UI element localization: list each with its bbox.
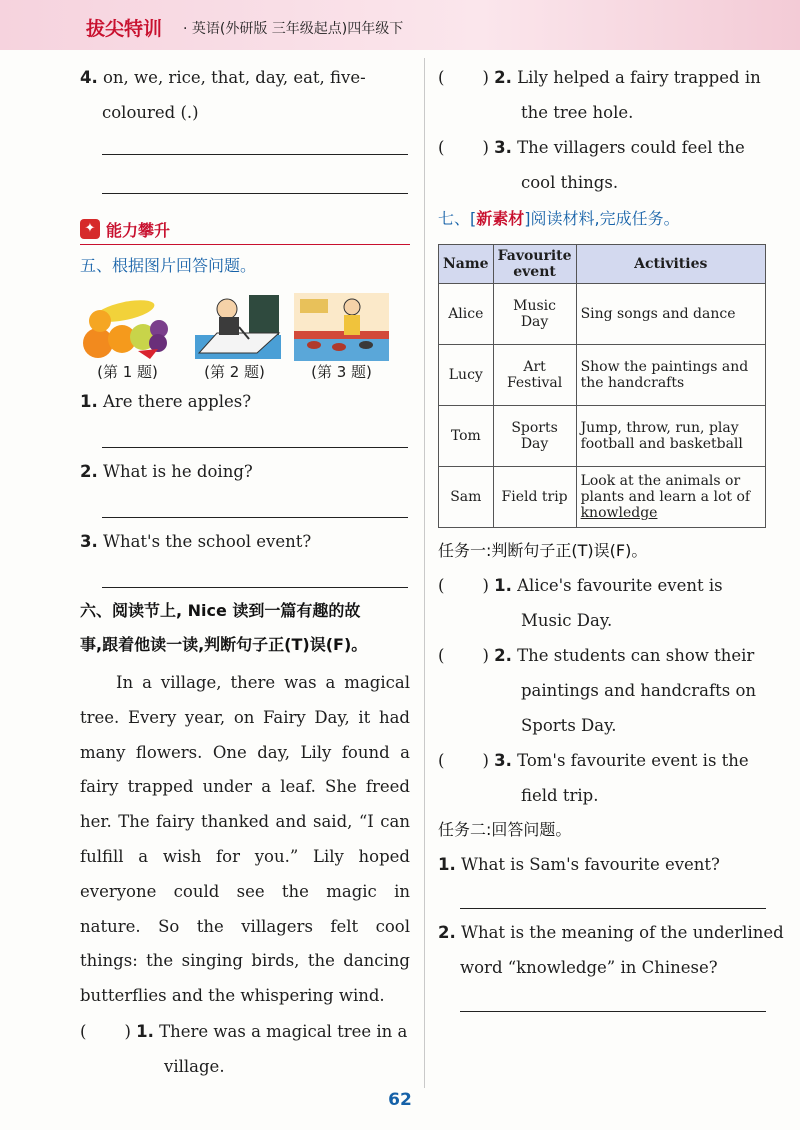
s5-q3-text: What's the school event? [103, 532, 312, 551]
cell-name: Alice [439, 284, 494, 345]
s5-q2-text: What is he doing? [103, 462, 253, 481]
right-column [438, 60, 784, 1012]
s6-item-1-number: 1. [136, 1021, 154, 1041]
boy-painting-picture [187, 293, 282, 361]
task1-item-2-cont: paintings and handcrafts on [521, 681, 757, 700]
brand-title: 拔尖特训 [86, 18, 163, 40]
q4-line2: coloured (.) [102, 103, 199, 122]
open-paren: ( [438, 646, 445, 665]
cell-event: Music Day [493, 284, 576, 345]
open-paren: ( [438, 751, 445, 770]
s6-item-3-number: 3. [494, 138, 512, 157]
task2-q2-number: 2. [438, 923, 456, 942]
task1-item-2-cont2: Sports Day. [521, 716, 617, 735]
flame-icon: ✦ [80, 219, 100, 239]
task-2-title: 任务二:回答问题。 [438, 820, 572, 839]
caption-3: (第 3 题) [311, 363, 372, 381]
task2-q2-text: What is the meaning of the underlined [461, 923, 784, 942]
table-row [439, 467, 766, 528]
task2-question-2-cont: word “knowledge” in Chinese? [460, 958, 718, 977]
page-header [0, 0, 800, 50]
s5-q3-number: 3. [80, 532, 98, 551]
activity-text: Look at the animals or plants and learn a lot of [580, 473, 751, 505]
s6-item-2 [438, 60, 768, 95]
cell-name: Sam [439, 467, 494, 528]
s5-question-2 [80, 454, 410, 489]
q4-words: on, we, rice, that, day, eat, five- [103, 68, 366, 87]
close-paren: ) [124, 1021, 131, 1041]
task1-item-3 [438, 743, 768, 778]
task1-item-1-number: 1. [494, 576, 512, 595]
close-paren: ) [482, 138, 489, 157]
task1-item-3-cont: field trip. [521, 786, 599, 805]
table-row [439, 284, 766, 345]
task1-item-1-text: Alice's favourite event is [517, 576, 723, 595]
task1-item-1 [438, 568, 768, 603]
q4-number: 4. [80, 68, 98, 87]
cell-activity: Show the paintings and the handcrafts [576, 345, 765, 406]
cell-name: Lucy [439, 345, 494, 406]
section-6-title-line2: 事,跟着他读一读,判断句子正(T)误(F)。 [80, 635, 368, 654]
task1-item-2-text: The students can show their [517, 646, 755, 665]
cell-event: Art Festival [493, 345, 576, 406]
open-paren: ( [438, 576, 445, 595]
answer-line-t2q1[interactable] [460, 908, 766, 909]
open-paren: ( [438, 138, 445, 157]
task1-item-3-text: Tom's favourite event is the [517, 751, 749, 770]
s5-q2-number: 2. [80, 462, 98, 481]
picture-captions [80, 361, 410, 382]
task2-question-1 [438, 847, 768, 882]
caption-2: (第 2 题) [204, 363, 265, 381]
task2-q1-number: 1. [438, 855, 456, 874]
open-paren: ( [438, 68, 445, 87]
task1-item-2 [438, 638, 768, 673]
answer-line-s5q3[interactable] [102, 587, 408, 588]
s6-item-3-cont: cool things. [521, 173, 619, 192]
cell-activity [576, 467, 765, 528]
q4-line1 [80, 60, 410, 95]
cell-event: Field trip [493, 467, 576, 528]
header-event: Favourite event [493, 245, 576, 284]
answer-line-t2q2[interactable] [460, 1011, 766, 1012]
new-material-tag: 新素材 [476, 209, 525, 228]
cell-activity: Jump, throw, run, play football and basketball [576, 406, 765, 467]
caption-1: (第 1 题) [97, 363, 158, 381]
task1-item-2-number: 2. [494, 646, 512, 665]
school-event-picture [294, 293, 389, 361]
task1-item-3-number: 3. [494, 751, 512, 770]
s6-item-3 [438, 130, 768, 165]
close-paren: ) [482, 751, 489, 770]
underlined-word: knowledge [580, 505, 658, 521]
task2-question-2 [438, 915, 784, 950]
s7-title-prefix: 七、[ [438, 209, 477, 228]
table-row [439, 345, 766, 406]
s6-item-1 [80, 1014, 410, 1049]
left-column [80, 60, 410, 1084]
section-7-title [438, 202, 768, 236]
close-paren: ) [482, 576, 489, 595]
s6-item-3-text: The villagers could feel the [517, 138, 745, 157]
section-6-title-line1: 六、阅读节上, Nice 读到一篇有趣的故 [80, 601, 361, 620]
task2-q1-text: What is Sam's favourite event? [461, 855, 720, 874]
close-paren: ) [482, 646, 489, 665]
answer-line-q4b[interactable] [102, 193, 408, 194]
answer-line-s5q1[interactable] [102, 447, 408, 448]
s6-item-2-cont: the tree hole. [521, 103, 634, 122]
s5-question-3 [80, 524, 410, 559]
table-row [439, 406, 766, 467]
s7-title-suffix: ]阅读材料,完成任务。 [524, 209, 680, 228]
close-paren: ) [482, 68, 489, 87]
s6-item-1-text: There was a magical tree in a [159, 1021, 408, 1041]
book-subtitle: · 英语(外研版 三年级起点)四年级下 [183, 21, 404, 37]
table-header-row [439, 245, 766, 284]
s6-item-2-number: 2. [494, 68, 512, 87]
task1-item-1-cont: Music Day. [521, 611, 613, 630]
fruit-picture [80, 293, 175, 361]
answer-line-s5q2[interactable] [102, 517, 408, 518]
ability-title: 能力攀升 [106, 220, 171, 240]
ability-section-banner [80, 214, 410, 245]
story-paragraph: In a village, there was a magical tree. Every year, on Fairy Day, it had many flowers. One day, Lily found a fairy trapped under a leaf. She freed her. The fairy thanked and said, “I can fulfill a wish for you.” Lily hoped everyone could see the magic in nature. So the villagers felt cool things: the singing birds, the dancing butterflies and the whispering wind. [80, 673, 410, 1006]
column-divider [424, 58, 425, 1088]
section-5-title: 五、根据图片回答问题。 [80, 256, 257, 275]
page-number: 62 [388, 1090, 412, 1110]
s6-item-2-text: Lily helped a fairy trapped in [517, 68, 761, 87]
cell-event: Sports Day [493, 406, 576, 467]
cell-activity: Sing songs and dance [576, 284, 765, 345]
s5-q1-number: 1. [80, 392, 98, 411]
s5-question-1 [80, 384, 410, 419]
s5-q1-text: Are there apples? [103, 392, 252, 411]
open-paren: ( [80, 1021, 87, 1041]
s6-item-1-cont: village. [164, 1056, 225, 1076]
header-activities: Activities [576, 245, 765, 284]
task-1-title: 任务一:判断句子正(T)误(F)。 [438, 541, 648, 560]
header-name: Name [439, 245, 494, 284]
picture-row [80, 293, 410, 361]
events-table [438, 244, 766, 528]
cell-name: Tom [439, 406, 494, 467]
